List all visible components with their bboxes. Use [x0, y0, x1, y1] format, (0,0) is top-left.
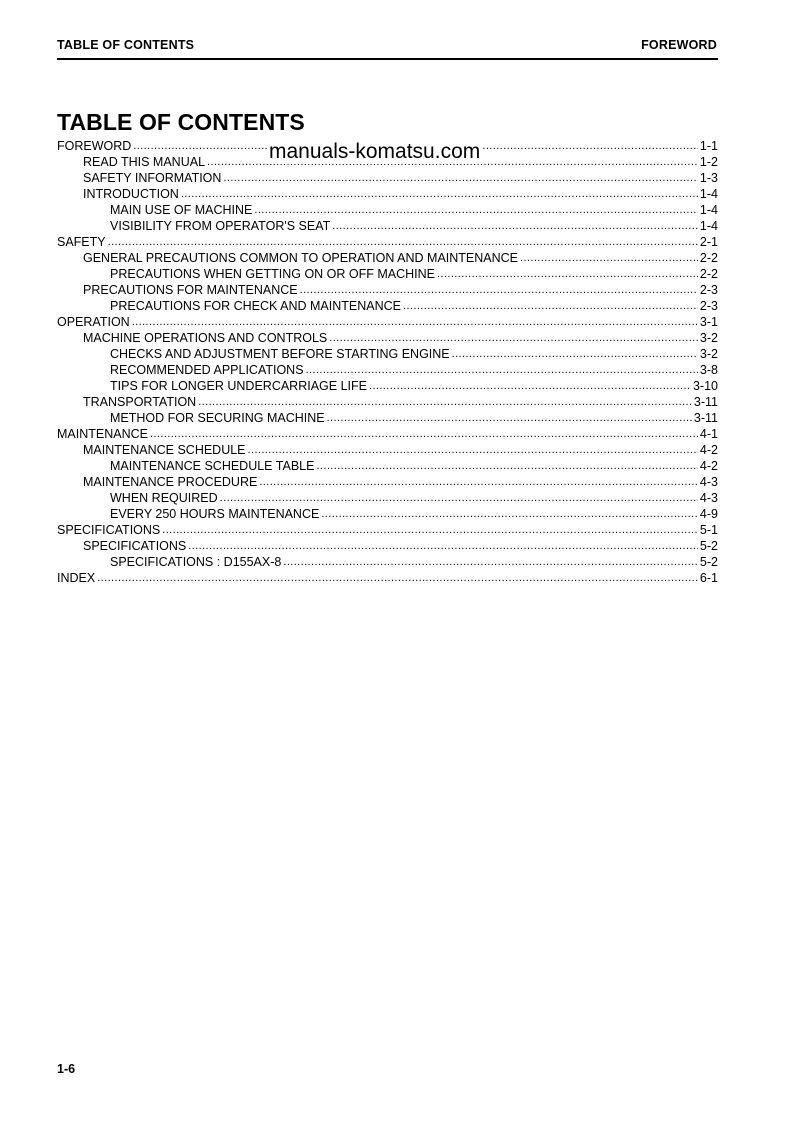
toc-entry-title: METHOD FOR SECURING MACHINE	[110, 411, 325, 425]
page-number: 1-6	[57, 1062, 76, 1076]
toc-entry[interactable]	[57, 314, 718, 330]
toc-entry-title: SAFETY	[57, 235, 106, 249]
toc-entry-page: 3-1	[699, 315, 718, 329]
toc-entry-title: PRECAUTIONS FOR CHECK AND MAINTENANCE	[110, 299, 402, 313]
toc-entry-title: SPECIFICATIONS : D155AX-8	[110, 555, 282, 569]
toc-entry-page: 3-8	[699, 363, 718, 377]
toc-entry[interactable]	[57, 202, 718, 218]
dot-leader	[437, 265, 698, 282]
toc-entry-title: EVERY 250 HOURS MAINTENANCE	[110, 507, 320, 521]
toc-entry-title: FOREWORD	[57, 139, 132, 153]
dot-leader	[223, 169, 697, 186]
toc-entry-title: INTRODUCTION	[83, 187, 179, 201]
toc-entry[interactable]	[57, 522, 718, 538]
toc-entry[interactable]	[57, 394, 718, 410]
toc-entry[interactable]	[57, 234, 718, 250]
toc-entry-title: SPECIFICATIONS	[57, 523, 161, 537]
toc-entry-page: 1-1	[699, 139, 718, 153]
toc-entry-page: 3-2	[699, 347, 718, 361]
toc-entry-page: 3-10	[692, 379, 718, 393]
running-header-left: TABLE OF CONTENTS	[57, 38, 195, 52]
toc-entry[interactable]	[57, 298, 718, 314]
toc-entry-title: MAINTENANCE	[57, 427, 148, 441]
page-title: TABLE OF CONTENTS	[57, 109, 305, 135]
toc-entry-title: MAINTENANCE SCHEDULE	[83, 443, 246, 457]
toc-entry-title: CHECKS AND ADJUSTMENT BEFORE STARTING ENGINE	[110, 347, 450, 361]
toc-entry-title: INDEX	[57, 571, 96, 585]
toc-entry-page: 3-11	[693, 395, 718, 409]
toc-entry-title: VISIBILITY FROM OPERATOR'S SEAT	[110, 219, 331, 233]
toc-entry[interactable]	[57, 538, 718, 554]
toc-entry[interactable]	[57, 426, 718, 442]
toc-entry[interactable]	[57, 186, 718, 202]
toc-entry-title: MAINTENANCE PROCEDURE	[83, 475, 258, 489]
toc-entry-title: RECOMMENDED APPLICATIONS	[110, 363, 304, 377]
toc-entry-title: OPERATION	[57, 315, 130, 329]
toc-entry-page: 6-1	[699, 571, 718, 585]
toc-entry[interactable]	[57, 282, 718, 298]
toc-entry[interactable]	[57, 266, 718, 282]
dot-leader	[248, 441, 698, 458]
dot-leader	[150, 425, 698, 442]
dot-leader	[220, 489, 698, 506]
toc-entry[interactable]	[57, 250, 718, 266]
dot-leader	[321, 505, 698, 522]
dot-leader	[316, 457, 697, 474]
running-header-right: FOREWORD	[641, 38, 717, 52]
dot-leader	[369, 377, 691, 394]
dot-leader	[198, 393, 692, 410]
dot-leader	[97, 569, 698, 586]
toc-entry-page: 4-9	[699, 507, 718, 521]
dot-leader	[403, 297, 698, 314]
toc-entry[interactable]	[57, 378, 718, 394]
toc-entry-page: 2-3	[699, 283, 718, 297]
dot-leader	[188, 537, 698, 554]
toc-entry-title: PRECAUTIONS FOR MAINTENANCE	[83, 283, 298, 297]
dot-leader	[327, 409, 692, 426]
dot-leader	[108, 233, 698, 250]
dot-leader	[329, 329, 698, 346]
table-of-contents	[57, 138, 718, 586]
toc-entry-title: READ THIS MANUAL	[83, 155, 206, 169]
toc-entry-page: 1-4	[699, 219, 718, 233]
toc-entry[interactable]	[57, 170, 718, 186]
dot-leader	[452, 345, 698, 362]
dot-leader	[300, 281, 698, 298]
dot-leader	[520, 249, 698, 266]
dot-leader	[254, 201, 698, 218]
toc-entry[interactable]	[57, 362, 718, 378]
toc-entry-page: 1-2	[699, 155, 718, 169]
toc-entry[interactable]	[57, 442, 718, 458]
toc-entry-title: SPECIFICATIONS	[83, 539, 187, 553]
toc-entry[interactable]	[57, 330, 718, 346]
toc-entry-title: SAFETY INFORMATION	[83, 171, 222, 185]
toc-entry-page: 1-4	[699, 203, 718, 217]
toc-entry-page: 4-3	[699, 491, 718, 505]
toc-entry-title: WHEN REQUIRED	[110, 491, 218, 505]
toc-entry-title: TIPS FOR LONGER UNDERCARRIAGE LIFE	[110, 379, 367, 393]
toc-entry[interactable]	[57, 458, 718, 474]
dot-leader	[306, 361, 698, 378]
toc-entry[interactable]	[57, 490, 718, 506]
toc-entry-page: 4-1	[699, 427, 718, 441]
toc-entry-page: 4-2	[699, 443, 718, 457]
toc-entry-page: 5-2	[699, 555, 718, 569]
toc-entry-title: MAIN USE OF MACHINE	[110, 203, 253, 217]
toc-entry-title: MACHINE OPERATIONS AND CONTROLS	[83, 331, 328, 345]
toc-entry[interactable]	[57, 410, 718, 426]
toc-entry-page: 2-3	[699, 299, 718, 313]
dot-leader	[181, 185, 698, 202]
toc-entry[interactable]	[57, 474, 718, 490]
toc-entry-title: PRECAUTIONS WHEN GETTING ON OR OFF MACHINE	[110, 267, 436, 281]
toc-entry-page: 1-3	[699, 171, 718, 185]
toc-entry[interactable]	[57, 346, 718, 362]
toc-entry[interactable]	[57, 554, 718, 570]
dot-leader	[332, 217, 698, 234]
dot-leader	[259, 473, 698, 490]
toc-entry[interactable]	[57, 218, 718, 234]
header-rule	[57, 58, 718, 60]
toc-entry[interactable]	[57, 570, 718, 586]
toc-entry-page: 3-11	[693, 411, 718, 425]
toc-entry-title: TRANSPORTATION	[83, 395, 197, 409]
toc-entry-page: 5-2	[699, 539, 718, 553]
watermark-link[interactable]: manuals-komatsu.com	[269, 140, 481, 163]
toc-entry-title: GENERAL PRECAUTIONS COMMON TO OPERATION AND MAINTENANCE	[83, 251, 519, 265]
toc-entry-page: 2-1	[699, 235, 718, 249]
toc-entry-page: 5-1	[699, 523, 718, 537]
toc-entry-page: 2-2	[699, 267, 718, 281]
dot-leader	[132, 313, 698, 330]
toc-entry-page: 2-2	[699, 251, 718, 265]
toc-entry[interactable]	[57, 506, 718, 522]
dot-leader	[162, 521, 698, 538]
toc-entry-title: MAINTENANCE SCHEDULE TABLE	[110, 459, 315, 473]
toc-entry-page: 4-2	[699, 459, 718, 473]
toc-entry-page: 1-4	[699, 187, 718, 201]
dot-leader	[283, 553, 698, 570]
toc-entry-page: 4-3	[699, 475, 718, 489]
toc-entry-page: 3-2	[699, 331, 718, 345]
